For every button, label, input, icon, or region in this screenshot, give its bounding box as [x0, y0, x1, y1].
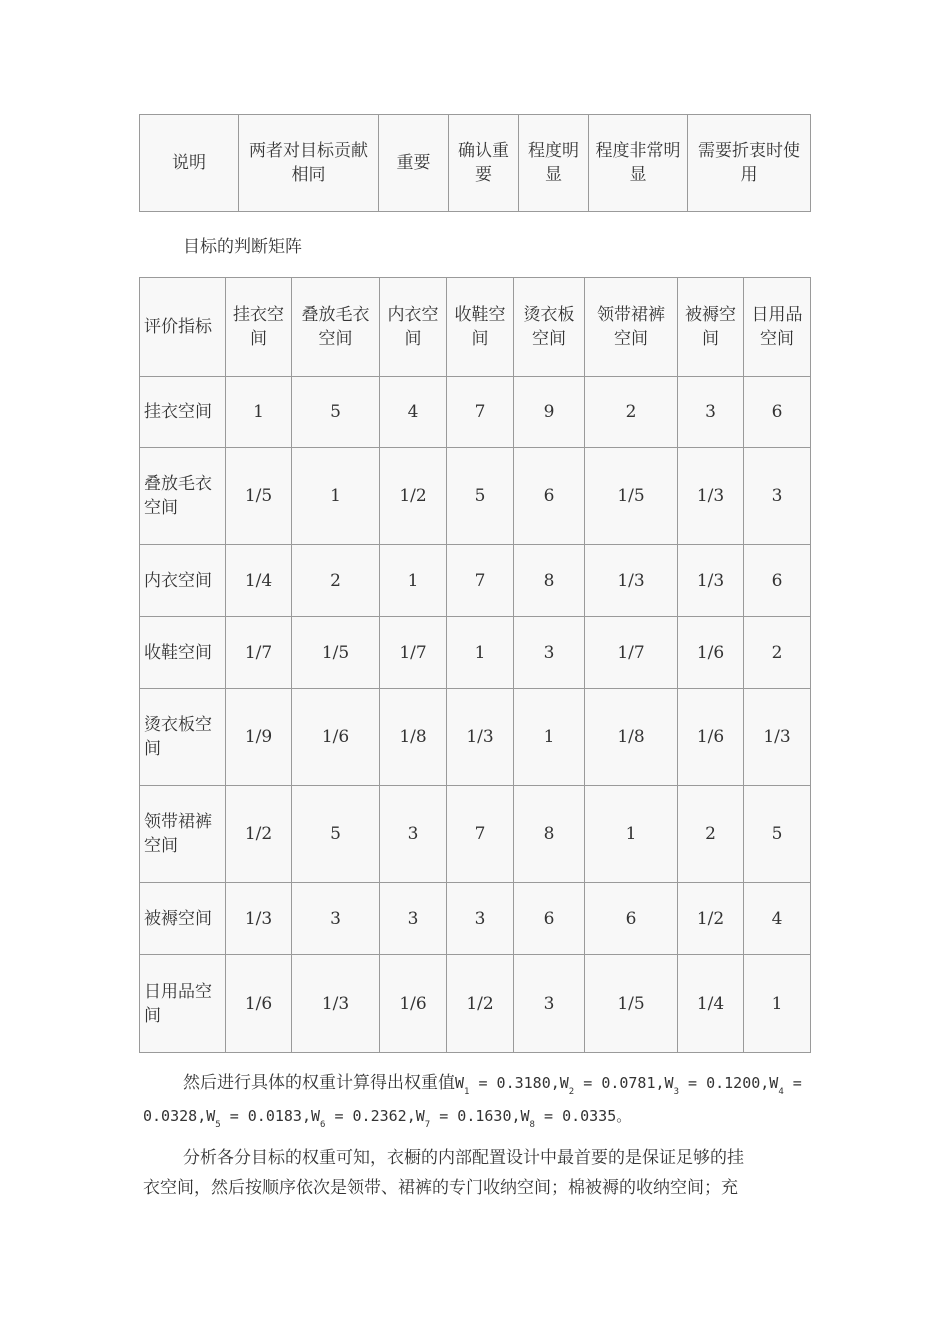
matrix-cell: 6: [585, 883, 678, 955]
matrix-cell: 1/3: [447, 689, 514, 786]
matrix-cell: 1: [585, 786, 678, 883]
matrix-cell: 8: [514, 786, 585, 883]
matrix-cell: 1/6: [678, 689, 744, 786]
matrix-cell: 1: [292, 448, 380, 545]
matrix-cell: 6: [514, 448, 585, 545]
scale-cell: 确认重要: [449, 115, 519, 212]
weight-item: $W_6 = 0.2362$,: [310, 1107, 416, 1130]
matrix-cell: 5: [744, 786, 811, 883]
matrix-col-header: 叠放毛衣空间: [292, 278, 380, 377]
weights-paragraph: [143, 1068, 811, 1134]
matrix-cell: 1/3: [678, 448, 744, 545]
matrix-cell: 1/3: [744, 689, 811, 786]
matrix-col-header: 烫衣板空间: [514, 278, 585, 377]
matrix-row-header: 烫衣板空间: [140, 689, 226, 786]
matrix-cell: 1/4: [678, 955, 744, 1053]
matrix-col-header: 日用品空间: [744, 278, 811, 377]
scale-cell: 需要折衷时使用: [688, 115, 811, 212]
matrix-row: [140, 955, 811, 1053]
matrix-cell: 5: [292, 786, 380, 883]
matrix-cell: 7: [447, 545, 514, 617]
weight-item: $W_4 = 0.0328$,: [143, 1074, 802, 1125]
matrix-row-header: 领带裙裤空间: [140, 786, 226, 883]
matrix-cell: 2: [292, 545, 380, 617]
matrix-cell: 6: [514, 883, 585, 955]
matrix-cell: 1/8: [380, 689, 447, 786]
weight-item: $W_2 = 0.0781$,: [559, 1074, 665, 1097]
matrix-row: [140, 786, 811, 883]
matrix-cell: 3: [744, 448, 811, 545]
matrix-cell: 1/5: [585, 955, 678, 1053]
scale-cell: 说明: [140, 115, 239, 212]
matrix-cell: 1/5: [226, 448, 292, 545]
matrix-row-header: 被褥空间: [140, 883, 226, 955]
matrix-caption: 目标的判断矩阵: [183, 237, 302, 257]
scale-cell: 两者对目标贡献相同: [239, 115, 379, 212]
scale-cell: 程度非常明显: [589, 115, 688, 212]
matrix-header-row: [140, 278, 811, 377]
matrix-corner-cell: 评价指标: [140, 278, 226, 377]
matrix-cell: 1/6: [380, 955, 447, 1053]
matrix-cell: 1/5: [585, 448, 678, 545]
matrix-row-header: 内衣空间: [140, 545, 226, 617]
matrix-cell: 1/3: [226, 883, 292, 955]
matrix-cell: 1/7: [380, 617, 447, 689]
matrix-cell: 4: [744, 883, 811, 955]
weight-item: $W_7 = 0.1630$,: [415, 1107, 521, 1130]
matrix-row-header: 收鞋空间: [140, 617, 226, 689]
matrix-row-header: 日用品空间: [140, 955, 226, 1053]
matrix-cell: 6: [744, 545, 811, 617]
matrix-cell: 3: [380, 883, 447, 955]
matrix-row: [140, 883, 811, 955]
weight-item: $W_1 = 0.3180$,: [455, 1074, 560, 1097]
matrix-cell: 1/2: [226, 786, 292, 883]
matrix-cell: 1/7: [226, 617, 292, 689]
matrix-col-header: 领带裙裤空间: [585, 278, 678, 377]
matrix-cell: 1: [380, 545, 447, 617]
matrix-cell: 6: [744, 377, 811, 448]
matrix-cell: 2: [585, 377, 678, 448]
scale-row: [140, 115, 811, 212]
matrix-cell: 1/9: [226, 689, 292, 786]
matrix-cell: 1/3: [585, 545, 678, 617]
matrix-cell: 1: [226, 377, 292, 448]
scale-cell: 程度明显: [519, 115, 589, 212]
matrix-cell: 2: [678, 786, 744, 883]
weight-item: $W_8 = 0.0335$。: [520, 1107, 632, 1130]
matrix-cell: 8: [514, 545, 585, 617]
matrix-cell: 1/5: [292, 617, 380, 689]
matrix-cell: 1/2: [678, 883, 744, 955]
matrix-cell: 1/2: [380, 448, 447, 545]
matrix-cell: 1/6: [292, 689, 380, 786]
matrix-row: [140, 545, 811, 617]
matrix-row: [140, 448, 811, 545]
matrix-cell: 5: [447, 448, 514, 545]
matrix-row-header: 挂衣空间: [140, 377, 226, 448]
judgment-matrix-table: [139, 277, 811, 1053]
scale-cell: 重要: [379, 115, 449, 212]
matrix-cell: 1/6: [678, 617, 744, 689]
matrix-cell: 1: [744, 955, 811, 1053]
matrix-row: [140, 617, 811, 689]
matrix-col-header: 收鞋空间: [447, 278, 514, 377]
matrix-cell: 3: [678, 377, 744, 448]
matrix-col-header: 被褥空间: [678, 278, 744, 377]
matrix-cell: 1: [514, 689, 585, 786]
matrix-cell: 4: [380, 377, 447, 448]
matrix-cell: 1/6: [226, 955, 292, 1053]
analysis-line-1: 分析各分目标的权重可知，衣橱的内部配置设计中最首要的是保证足够的挂: [183, 1148, 744, 1168]
matrix-row: [140, 377, 811, 448]
weight-item: $W_3 = 0.1200$,: [664, 1074, 770, 1097]
matrix-cell: 3: [447, 883, 514, 955]
matrix-cell: 3: [514, 955, 585, 1053]
matrix-cell: 7: [447, 786, 514, 883]
matrix-cell: 3: [380, 786, 447, 883]
matrix-cell: 3: [514, 617, 585, 689]
weights-intro: 然后进行具体的权重计算得出权重值: [183, 1073, 455, 1093]
matrix-col-header: 内衣空间: [380, 278, 447, 377]
analysis-line-2: 衣空间，然后按顺序依次是领带、裙裤的专门收纳空间；棉被褥的收纳空间；充: [143, 1178, 738, 1198]
matrix-cell: 1/7: [585, 617, 678, 689]
matrix-cell: 1: [447, 617, 514, 689]
matrix-col-header: 挂衣空间: [226, 278, 292, 377]
matrix-cell: 2: [744, 617, 811, 689]
scale-table: [139, 114, 811, 212]
matrix-cell: 1/8: [585, 689, 678, 786]
matrix-cell: 1/3: [678, 545, 744, 617]
matrix-cell: 5: [292, 377, 380, 448]
weight-item: $W_5 = 0.0183$,: [206, 1107, 311, 1130]
matrix-cell: 1/3: [292, 955, 380, 1053]
matrix-cell: 7: [447, 377, 514, 448]
matrix-cell: 3: [292, 883, 380, 955]
matrix-cell: 1/2: [447, 955, 514, 1053]
matrix-row-header: 叠放毛衣空间: [140, 448, 226, 545]
matrix-cell: 1/4: [226, 545, 292, 617]
matrix-row: [140, 689, 811, 786]
matrix-cell: 9: [514, 377, 585, 448]
